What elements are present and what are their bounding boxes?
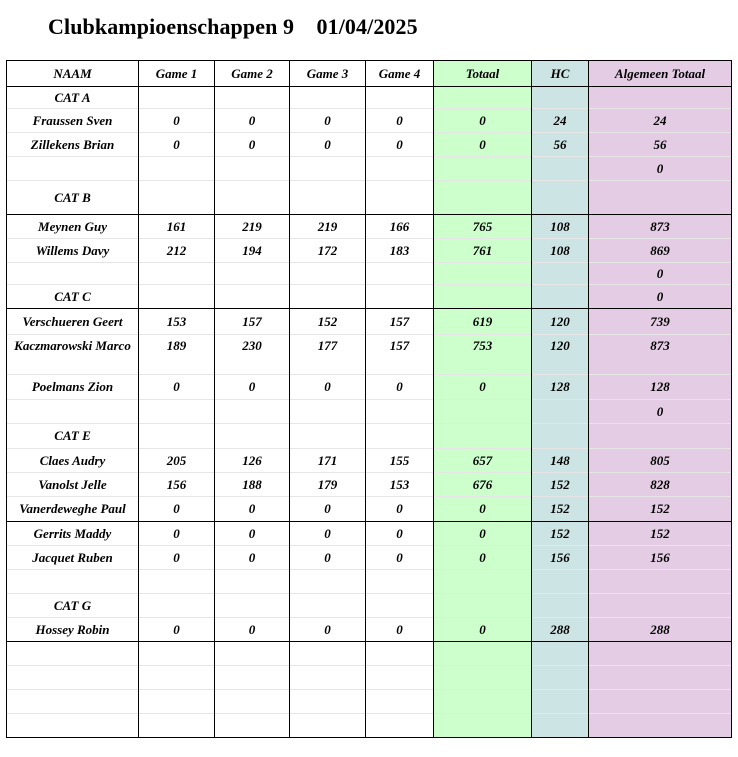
table-row bbox=[7, 239, 732, 263]
algemeen-totaal-cell: 873 bbox=[589, 215, 732, 239]
game1-cell bbox=[139, 666, 215, 690]
hc-cell: 108 bbox=[532, 215, 589, 239]
game3-cell: 172 bbox=[290, 239, 366, 263]
game2-cell bbox=[215, 570, 290, 594]
game4-cell: 153 bbox=[366, 473, 434, 497]
game1-cell bbox=[139, 87, 215, 109]
game4-cell: 157 bbox=[366, 309, 434, 335]
header-row bbox=[7, 61, 732, 87]
algemeen-totaal-cell: 828 bbox=[589, 473, 732, 497]
algemeen-totaal-cell: 156 bbox=[589, 546, 732, 570]
category-row bbox=[7, 594, 732, 618]
game2-cell bbox=[215, 714, 290, 738]
name-cell bbox=[7, 263, 139, 285]
game3-cell: 177 bbox=[290, 335, 366, 375]
game2-cell: 194 bbox=[215, 239, 290, 263]
name-cell: Vanolst Jelle bbox=[7, 473, 139, 497]
table-row bbox=[7, 497, 732, 522]
game2-cell bbox=[215, 690, 290, 714]
totaal-cell: 0 bbox=[434, 522, 532, 546]
algemeen-totaal-cell: 288 bbox=[589, 618, 732, 642]
game1-cell bbox=[139, 424, 215, 449]
game3-cell: 219 bbox=[290, 215, 366, 239]
game1-cell: 212 bbox=[139, 239, 215, 263]
game4-cell bbox=[366, 594, 434, 618]
totaal-cell: 619 bbox=[434, 309, 532, 335]
name-cell: Willems Davy bbox=[7, 239, 139, 263]
game2-cell bbox=[215, 642, 290, 666]
hc-cell bbox=[532, 157, 589, 181]
table-row bbox=[7, 618, 732, 642]
game2-cell: 126 bbox=[215, 449, 290, 473]
game1-cell: 189 bbox=[139, 335, 215, 375]
game1-cell bbox=[139, 690, 215, 714]
results-table bbox=[6, 60, 732, 738]
algemeen-totaal-cell: 128 bbox=[589, 375, 732, 400]
game1-cell bbox=[139, 157, 215, 181]
game4-cell bbox=[366, 87, 434, 109]
column-header-algemeen-totaal: Algemeen Totaal bbox=[589, 61, 732, 87]
game4-cell bbox=[366, 263, 434, 285]
table-row bbox=[7, 714, 732, 738]
game3-cell: 0 bbox=[290, 497, 366, 522]
game4-cell bbox=[366, 570, 434, 594]
totaal-cell: 0 bbox=[434, 375, 532, 400]
game3-cell: 152 bbox=[290, 309, 366, 335]
game3-cell: 0 bbox=[290, 546, 366, 570]
algemeen-totaal-cell bbox=[589, 181, 732, 215]
table-row bbox=[7, 157, 732, 181]
game2-cell bbox=[215, 157, 290, 181]
game2-cell bbox=[215, 594, 290, 618]
game2-cell: 0 bbox=[215, 375, 290, 400]
hc-cell bbox=[532, 714, 589, 738]
game4-cell bbox=[366, 424, 434, 449]
name-cell: CAT B bbox=[7, 181, 139, 215]
table-row bbox=[7, 400, 732, 424]
game4-cell bbox=[366, 642, 434, 666]
hc-cell: 152 bbox=[532, 473, 589, 497]
game4-cell: 0 bbox=[366, 522, 434, 546]
algemeen-totaal-cell: 152 bbox=[589, 522, 732, 546]
game2-cell: 0 bbox=[215, 618, 290, 642]
hc-cell: 120 bbox=[532, 309, 589, 335]
game4-cell: 166 bbox=[366, 215, 434, 239]
game1-cell: 0 bbox=[139, 133, 215, 157]
algemeen-totaal-cell bbox=[589, 666, 732, 690]
game1-cell: 0 bbox=[139, 546, 215, 570]
hc-cell: 156 bbox=[532, 546, 589, 570]
game3-cell bbox=[290, 424, 366, 449]
table-row bbox=[7, 263, 732, 285]
hc-cell bbox=[532, 690, 589, 714]
totaal-cell: 761 bbox=[434, 239, 532, 263]
name-cell: Hossey Robin bbox=[7, 618, 139, 642]
game1-cell: 0 bbox=[139, 497, 215, 522]
game2-cell bbox=[215, 285, 290, 309]
hc-cell: 148 bbox=[532, 449, 589, 473]
totaal-cell: 0 bbox=[434, 497, 532, 522]
hc-cell: 128 bbox=[532, 375, 589, 400]
game1-cell: 205 bbox=[139, 449, 215, 473]
hc-cell bbox=[532, 642, 589, 666]
algemeen-totaal-cell: 0 bbox=[589, 400, 732, 424]
name-cell: Claes Audry bbox=[7, 449, 139, 473]
game2-cell: 0 bbox=[215, 109, 290, 133]
table-row bbox=[7, 215, 732, 239]
algemeen-totaal-cell: 873 bbox=[589, 335, 732, 375]
game3-cell bbox=[290, 181, 366, 215]
totaal-cell bbox=[434, 424, 532, 449]
name-cell: Meynen Guy bbox=[7, 215, 139, 239]
name-cell: CAT C bbox=[7, 285, 139, 309]
hc-cell: 24 bbox=[532, 109, 589, 133]
hc-cell bbox=[532, 400, 589, 424]
category-row bbox=[7, 87, 732, 109]
game2-cell: 0 bbox=[215, 497, 290, 522]
game3-cell bbox=[290, 570, 366, 594]
game1-cell: 0 bbox=[139, 522, 215, 546]
column-header-game1: Game 1 bbox=[139, 61, 215, 87]
totaal-cell: 0 bbox=[434, 109, 532, 133]
game3-cell bbox=[290, 400, 366, 424]
table-row bbox=[7, 109, 732, 133]
game1-cell bbox=[139, 263, 215, 285]
game4-cell: 0 bbox=[366, 109, 434, 133]
hc-cell: 152 bbox=[532, 497, 589, 522]
column-header-name: NAAM bbox=[7, 61, 139, 87]
algemeen-totaal-cell bbox=[589, 642, 732, 666]
game1-cell bbox=[139, 400, 215, 424]
algemeen-totaal-cell: 0 bbox=[589, 263, 732, 285]
game2-cell bbox=[215, 666, 290, 690]
game3-cell bbox=[290, 87, 366, 109]
hc-cell bbox=[532, 263, 589, 285]
column-header-game2: Game 2 bbox=[215, 61, 290, 87]
hc-cell: 120 bbox=[532, 335, 589, 375]
table-row bbox=[7, 522, 732, 546]
table-row bbox=[7, 642, 732, 666]
game4-cell: 0 bbox=[366, 497, 434, 522]
game4-cell: 155 bbox=[366, 449, 434, 473]
totaal-cell: 753 bbox=[434, 335, 532, 375]
totaal-cell bbox=[434, 714, 532, 738]
totaal-cell bbox=[434, 400, 532, 424]
totaal-cell: 657 bbox=[434, 449, 532, 473]
algemeen-totaal-cell bbox=[589, 714, 732, 738]
game3-cell: 179 bbox=[290, 473, 366, 497]
totaal-cell bbox=[434, 263, 532, 285]
name-cell bbox=[7, 690, 139, 714]
name-cell: Kaczmarowski Marco bbox=[7, 335, 139, 375]
game2-cell bbox=[215, 181, 290, 215]
hc-cell bbox=[532, 285, 589, 309]
game2-cell: 157 bbox=[215, 309, 290, 335]
game2-cell: 0 bbox=[215, 133, 290, 157]
totaal-cell: 765 bbox=[434, 215, 532, 239]
game2-cell bbox=[215, 400, 290, 424]
game4-cell bbox=[366, 157, 434, 181]
totaal-cell bbox=[434, 570, 532, 594]
game4-cell bbox=[366, 666, 434, 690]
totaal-cell: 676 bbox=[434, 473, 532, 497]
name-cell bbox=[7, 157, 139, 181]
game4-cell bbox=[366, 285, 434, 309]
game4-cell: 157 bbox=[366, 335, 434, 375]
game3-cell bbox=[290, 642, 366, 666]
hc-cell: 56 bbox=[532, 133, 589, 157]
game2-cell bbox=[215, 263, 290, 285]
name-cell: CAT A bbox=[7, 87, 139, 109]
algemeen-totaal-cell: 739 bbox=[589, 309, 732, 335]
algemeen-totaal-cell: 0 bbox=[589, 157, 732, 181]
table-row bbox=[7, 546, 732, 570]
table-row bbox=[7, 335, 732, 375]
algemeen-totaal-cell: 56 bbox=[589, 133, 732, 157]
game1-cell bbox=[139, 642, 215, 666]
totaal-cell bbox=[434, 87, 532, 109]
game3-cell: 171 bbox=[290, 449, 366, 473]
category-row bbox=[7, 285, 732, 309]
hc-cell: 152 bbox=[532, 522, 589, 546]
hc-cell: 108 bbox=[532, 239, 589, 263]
game3-cell bbox=[290, 594, 366, 618]
hc-cell bbox=[532, 666, 589, 690]
name-cell: CAT G bbox=[7, 594, 139, 618]
name-cell: Jacquet Ruben bbox=[7, 546, 139, 570]
algemeen-totaal-cell bbox=[589, 570, 732, 594]
name-cell bbox=[7, 400, 139, 424]
table-row bbox=[7, 133, 732, 157]
column-header-game3: Game 3 bbox=[290, 61, 366, 87]
algemeen-totaal-cell: 869 bbox=[589, 239, 732, 263]
name-cell bbox=[7, 666, 139, 690]
name-cell: Verschueren Geert bbox=[7, 309, 139, 335]
totaal-cell bbox=[434, 157, 532, 181]
algemeen-totaal-cell: 805 bbox=[589, 449, 732, 473]
totaal-cell bbox=[434, 594, 532, 618]
game1-cell: 0 bbox=[139, 375, 215, 400]
game1-cell bbox=[139, 570, 215, 594]
algemeen-totaal-cell bbox=[589, 424, 732, 449]
totaal-cell bbox=[434, 285, 532, 309]
game1-cell bbox=[139, 181, 215, 215]
game2-cell: 0 bbox=[215, 522, 290, 546]
algemeen-totaal-cell: 0 bbox=[589, 285, 732, 309]
game2-cell: 230 bbox=[215, 335, 290, 375]
game3-cell bbox=[290, 714, 366, 738]
game2-cell: 219 bbox=[215, 215, 290, 239]
game3-cell bbox=[290, 285, 366, 309]
totaal-cell: 0 bbox=[434, 133, 532, 157]
table-row bbox=[7, 449, 732, 473]
hc-cell bbox=[532, 424, 589, 449]
column-header-totaal: Totaal bbox=[434, 61, 532, 87]
game3-cell: 0 bbox=[290, 618, 366, 642]
game4-cell bbox=[366, 714, 434, 738]
hc-cell bbox=[532, 181, 589, 215]
game2-cell: 188 bbox=[215, 473, 290, 497]
game1-cell bbox=[139, 714, 215, 738]
algemeen-totaal-cell bbox=[589, 594, 732, 618]
game1-cell: 161 bbox=[139, 215, 215, 239]
game2-cell: 0 bbox=[215, 546, 290, 570]
name-cell: Zillekens Brian bbox=[7, 133, 139, 157]
table-row bbox=[7, 473, 732, 497]
category-row bbox=[7, 181, 732, 215]
totaal-cell bbox=[434, 690, 532, 714]
game4-cell: 0 bbox=[366, 618, 434, 642]
game4-cell: 0 bbox=[366, 375, 434, 400]
name-cell bbox=[7, 714, 139, 738]
algemeen-totaal-cell bbox=[589, 87, 732, 109]
game4-cell: 0 bbox=[366, 133, 434, 157]
name-cell: Poelmans Zion bbox=[7, 375, 139, 400]
game3-cell bbox=[290, 263, 366, 285]
algemeen-totaal-cell: 152 bbox=[589, 497, 732, 522]
name-cell: Vanerdeweghe Paul bbox=[7, 497, 139, 522]
hc-cell: 288 bbox=[532, 618, 589, 642]
game3-cell: 0 bbox=[290, 133, 366, 157]
name-cell: Fraussen Sven bbox=[7, 109, 139, 133]
game1-cell: 0 bbox=[139, 109, 215, 133]
game4-cell: 0 bbox=[366, 546, 434, 570]
game4-cell bbox=[366, 400, 434, 424]
game3-cell bbox=[290, 690, 366, 714]
algemeen-totaal-cell bbox=[589, 690, 732, 714]
game2-cell bbox=[215, 87, 290, 109]
totaal-cell bbox=[434, 181, 532, 215]
name-cell: CAT E bbox=[7, 424, 139, 449]
page-title: Clubkampioenschappen 9 01/04/2025 bbox=[48, 14, 418, 39]
totaal-cell bbox=[434, 642, 532, 666]
game1-cell bbox=[139, 594, 215, 618]
table-row bbox=[7, 666, 732, 690]
table-row bbox=[7, 570, 732, 594]
hc-cell bbox=[532, 594, 589, 618]
game3-cell: 0 bbox=[290, 522, 366, 546]
column-header-hc: HC bbox=[532, 61, 589, 87]
game2-cell bbox=[215, 424, 290, 449]
hc-cell bbox=[532, 87, 589, 109]
category-row bbox=[7, 424, 732, 449]
game3-cell: 0 bbox=[290, 109, 366, 133]
name-cell bbox=[7, 642, 139, 666]
column-header-game4: Game 4 bbox=[366, 61, 434, 87]
game1-cell: 153 bbox=[139, 309, 215, 335]
game4-cell: 183 bbox=[366, 239, 434, 263]
game1-cell bbox=[139, 285, 215, 309]
name-cell: Gerrits Maddy bbox=[7, 522, 139, 546]
game4-cell bbox=[366, 690, 434, 714]
totaal-cell: 0 bbox=[434, 618, 532, 642]
table-row bbox=[7, 375, 732, 400]
algemeen-totaal-cell: 24 bbox=[589, 109, 732, 133]
name-cell bbox=[7, 570, 139, 594]
game1-cell: 156 bbox=[139, 473, 215, 497]
hc-cell bbox=[532, 570, 589, 594]
totaal-cell: 0 bbox=[434, 546, 532, 570]
game3-cell bbox=[290, 157, 366, 181]
table-row bbox=[7, 309, 732, 335]
game3-cell bbox=[290, 666, 366, 690]
totaal-cell bbox=[434, 666, 532, 690]
game1-cell: 0 bbox=[139, 618, 215, 642]
table-row bbox=[7, 690, 732, 714]
game3-cell: 0 bbox=[290, 375, 366, 400]
game4-cell bbox=[366, 181, 434, 215]
